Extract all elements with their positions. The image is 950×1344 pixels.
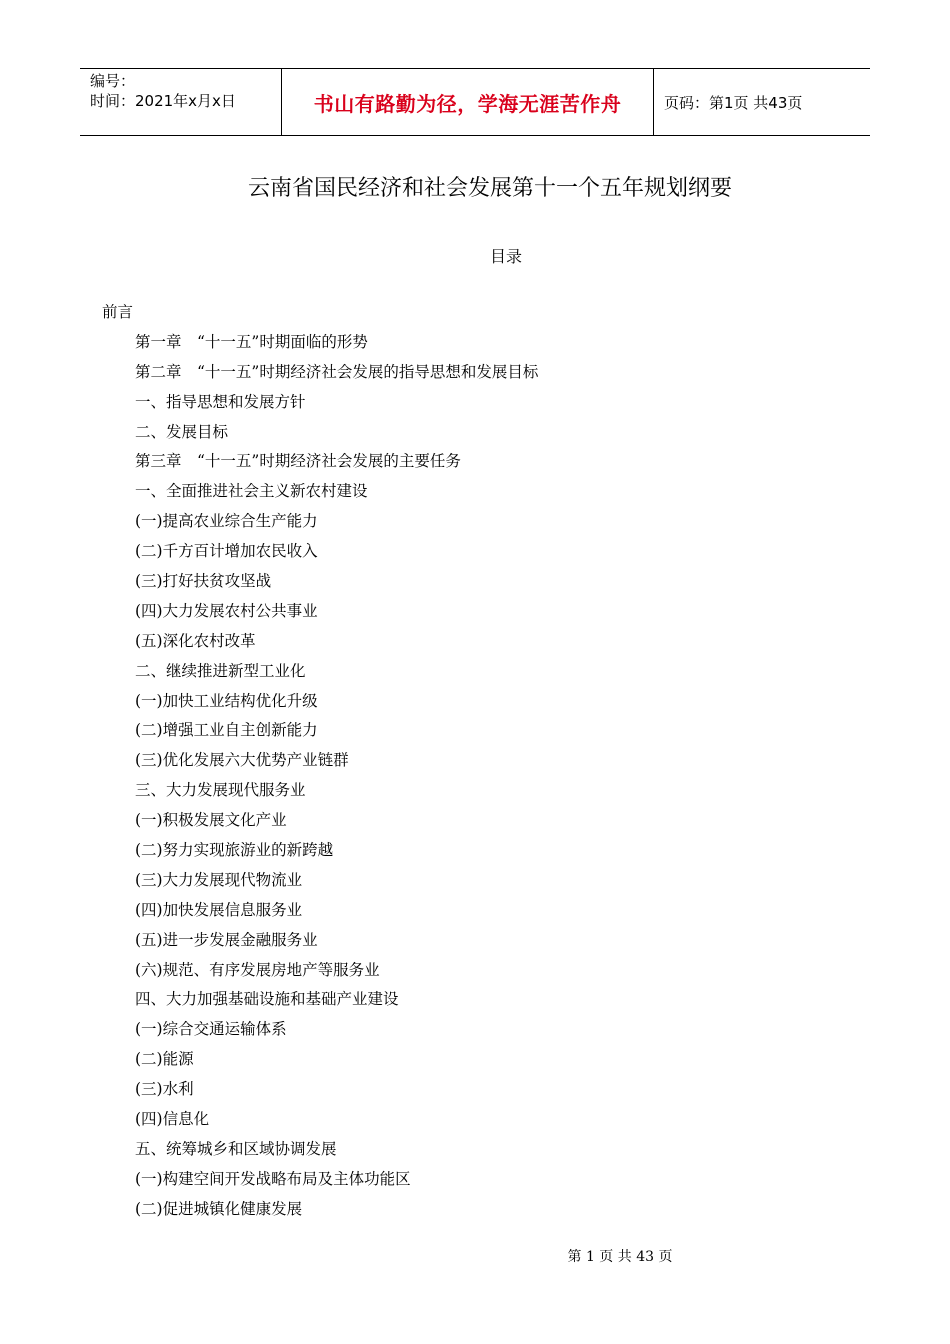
header-meta-cell <box>80 69 282 135</box>
toc-entry[interactable]: (二)千方百计增加农民收入 <box>135 542 318 561</box>
toc-entry[interactable]: (三)优化发展六大优势产业链群 <box>135 751 349 770</box>
toc-entry[interactable]: 第一章 “十一五”时期面临的形势 <box>135 332 368 351</box>
toc-entry[interactable]: 三、大力发展现代服务业 <box>135 781 306 800</box>
toc-entry[interactable]: (二)促进城镇化健康发展 <box>135 1199 303 1218</box>
toc-entry[interactable]: (二)能源 <box>135 1050 194 1069</box>
header-table <box>80 68 870 136</box>
toc-entry[interactable]: 一、全面推进社会主义新农村建设 <box>135 482 368 501</box>
toc-entry[interactable]: (五)进一步发展金融服务业 <box>135 930 318 949</box>
motto-text: 书山有路勤为径，学海无涯苦作舟 <box>313 91 622 116</box>
toc-entry[interactable]: 二、发展目标 <box>135 422 229 441</box>
document-title: 云南省国民经济和社会发展第十一个五年规划纲要 <box>247 176 732 201</box>
toc-entry[interactable]: 一、指导思想和发展方针 <box>135 392 306 411</box>
page-info-text: 页码：第1页 共43页 <box>664 93 803 112</box>
number-label: 编号： <box>90 72 136 90</box>
toc-entry[interactable]: (四)大力发展农村公共事业 <box>135 601 318 620</box>
toc-entry[interactable]: (四)信息化 <box>135 1110 210 1129</box>
motto-cell <box>282 69 654 135</box>
toc-entry[interactable]: (一)加快工业结构优化升级 <box>135 691 318 710</box>
toc-entry[interactable]: 二、继续推进新型工业化 <box>135 661 306 680</box>
toc-heading: 目录 <box>489 247 522 266</box>
toc-entry[interactable]: (一)积极发展文化产业 <box>135 811 287 830</box>
toc-entry[interactable]: (一)构建空间开发战略布局及主体功能区 <box>135 1169 411 1188</box>
toc-entry[interactable]: (三)水利 <box>135 1080 194 1099</box>
toc-entry[interactable]: (四)加快发展信息服务业 <box>135 900 303 919</box>
toc-entry[interactable]: (一)综合交通运输体系 <box>135 1020 287 1039</box>
toc-entry[interactable]: 四、大力加强基础设施和基础产业建设 <box>135 990 399 1009</box>
toc-entry[interactable]: (二)努力实现旅游业的新跨越 <box>135 841 334 860</box>
toc-entry[interactable]: 第三章 “十一五”时期经济社会发展的主要任务 <box>135 452 461 471</box>
toc-entry[interactable]: 前言 <box>102 303 134 321</box>
page-footer: 第 1 页 共 43 页 <box>567 1249 673 1265</box>
toc-entry[interactable]: 第二章 “十一五”时期经济社会发展的指导思想和发展目标 <box>135 362 539 381</box>
toc-entry[interactable]: (五)深化农村改革 <box>135 631 256 650</box>
page-info-cell <box>654 69 870 135</box>
toc-entry[interactable]: (六)规范、有序发展房地产等服务业 <box>135 960 380 979</box>
table-of-contents <box>0 298 950 1225</box>
toc-entry[interactable]: 五、统筹城乡和区域协调发展 <box>135 1139 337 1158</box>
time-label: 时间：2021年x月x日 <box>90 92 236 110</box>
toc-entry[interactable]: (三)大力发展现代物流业 <box>135 870 303 889</box>
toc-entry[interactable]: (二)增强工业自主创新能力 <box>135 721 318 740</box>
toc-entry[interactable]: (一)提高农业综合生产能力 <box>135 512 318 531</box>
toc-entry[interactable]: (三)打好扶贫攻坚战 <box>135 572 272 591</box>
